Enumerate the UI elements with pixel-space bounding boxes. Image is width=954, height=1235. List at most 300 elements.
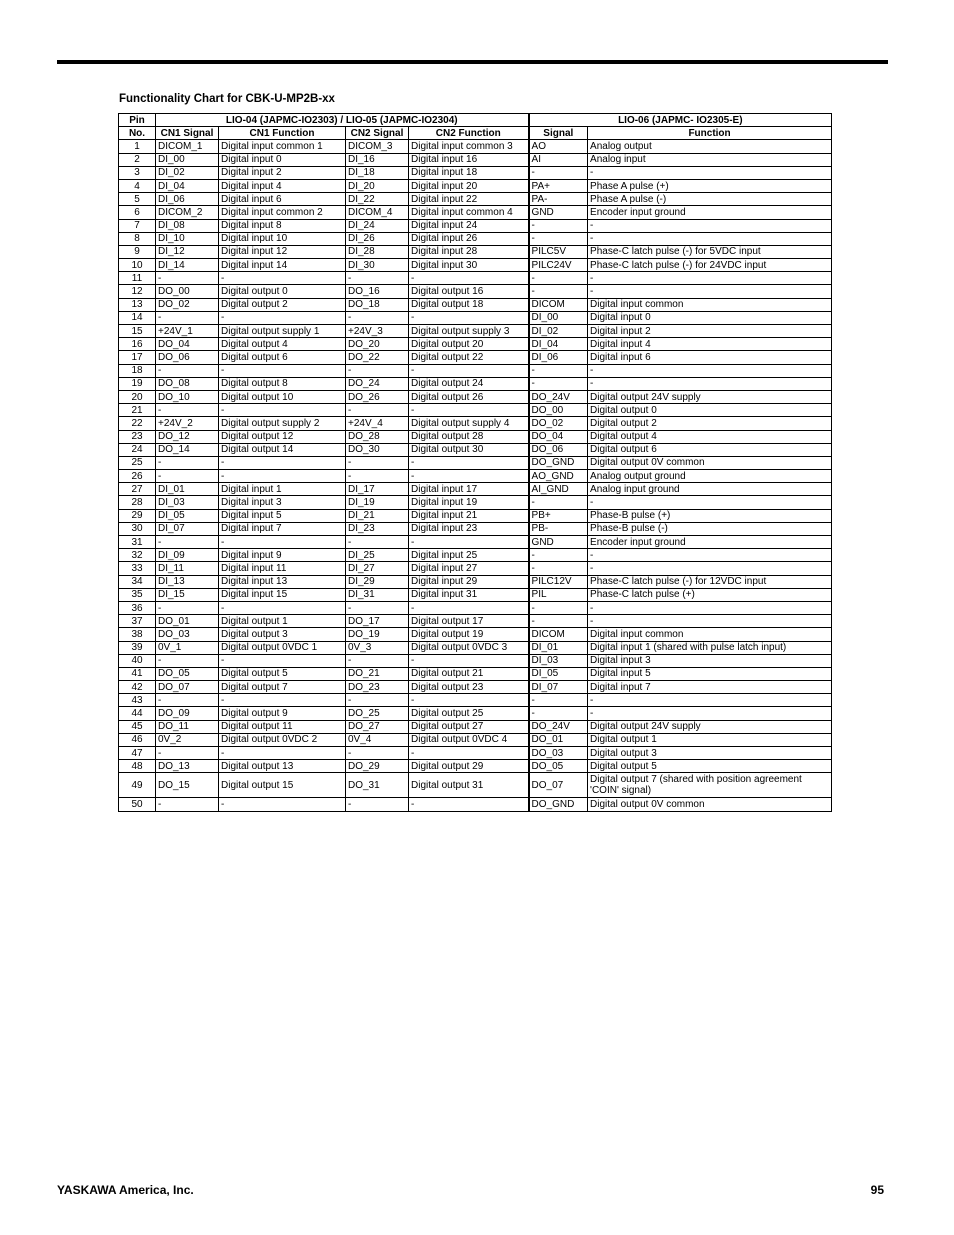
cell-cn2-function: Digital input 18	[409, 166, 529, 179]
cell-pin: 37	[119, 615, 156, 628]
cell-cn1-signal: DI_01	[156, 483, 219, 496]
cell-signal: DO_01	[529, 733, 588, 746]
cell-cn1-function: Digital output 12	[219, 430, 346, 443]
cell-cn1-signal: DI_03	[156, 496, 219, 509]
cell-cn1-signal: DO_04	[156, 338, 219, 351]
table-row	[119, 456, 832, 469]
cell-cn2-function: Digital output 27	[409, 720, 529, 733]
cell-cn2-function: -	[409, 694, 529, 707]
cell-signal: AO	[529, 140, 588, 153]
cell-cn1-function: Digital input common 1	[219, 140, 346, 153]
cell-cn1-function: -	[219, 311, 346, 324]
cell-signal: DICOM	[529, 298, 588, 311]
table-row	[119, 298, 832, 311]
cell-signal: DO_05	[529, 760, 588, 773]
cell-cn2-function: Digital input 29	[409, 575, 529, 588]
cell-cn2-signal: DO_18	[346, 298, 409, 311]
cell-cn1-signal: DI_15	[156, 588, 219, 601]
header-function: Function	[588, 127, 832, 140]
cell-signal: DO_04	[529, 430, 588, 443]
cell-function: Digital output 0V common	[588, 456, 832, 469]
cell-cn2-function: Digital output 30	[409, 443, 529, 456]
top-rule	[57, 60, 888, 64]
cell-cn2-signal: DO_25	[346, 707, 409, 720]
cell-cn2-signal: DI_19	[346, 496, 409, 509]
cell-cn1-signal: DO_09	[156, 707, 219, 720]
cell-cn2-signal: DI_24	[346, 219, 409, 232]
cell-pin: 46	[119, 733, 156, 746]
cell-cn1-signal: -	[156, 470, 219, 483]
table-row	[119, 694, 832, 707]
cell-cn2-signal: -	[346, 536, 409, 549]
table-row	[119, 219, 832, 232]
cell-pin: 21	[119, 404, 156, 417]
cell-cn2-function: Digital input 21	[409, 509, 529, 522]
cell-function: -	[588, 219, 832, 232]
cell-cn1-function: Digital input 4	[219, 179, 346, 192]
cell-cn1-signal: +24V_2	[156, 417, 219, 430]
table-row	[119, 390, 832, 403]
cell-cn1-function: Digital input 6	[219, 193, 346, 206]
cell-function: Digital output 3	[588, 747, 832, 760]
cell-cn2-signal: DI_27	[346, 562, 409, 575]
cell-cn2-function: Digital input 22	[409, 193, 529, 206]
cell-signal: -	[529, 496, 588, 509]
table-body	[119, 140, 832, 811]
cell-cn2-function: Digital input 19	[409, 496, 529, 509]
cell-cn2-signal: DO_24	[346, 377, 409, 390]
cell-cn2-function: Digital output 29	[409, 760, 529, 773]
cell-pin: 31	[119, 536, 156, 549]
cell-cn2-function: Digital input 30	[409, 259, 529, 272]
table-row	[119, 707, 832, 720]
cell-cn1-signal: +24V_1	[156, 325, 219, 338]
cell-cn2-function: Digital output 16	[409, 285, 529, 298]
cell-cn1-signal: DO_15	[156, 773, 219, 798]
cell-cn2-function: Digital input 23	[409, 522, 529, 535]
table-row	[119, 628, 832, 641]
table-row	[119, 562, 832, 575]
cell-cn2-function: Digital input common 4	[409, 206, 529, 219]
cell-cn1-function: Digital output 1	[219, 615, 346, 628]
cell-function: -	[588, 707, 832, 720]
cell-cn2-function: Digital output 31	[409, 773, 529, 798]
header-row-groups	[119, 114, 832, 127]
cell-signal: DI_02	[529, 325, 588, 338]
cell-cn1-function: Digital output 11	[219, 720, 346, 733]
cell-signal: PILC12V	[529, 575, 588, 588]
table-row	[119, 404, 832, 417]
cell-function: -	[588, 232, 832, 245]
cell-function: Phase A pulse (+)	[588, 179, 832, 192]
cell-cn1-signal: DI_13	[156, 575, 219, 588]
cell-cn2-signal: DI_20	[346, 179, 409, 192]
cell-cn2-function: -	[409, 311, 529, 324]
table-row	[119, 232, 832, 245]
cell-function: Encoder input ground	[588, 536, 832, 549]
cell-cn1-signal: DO_03	[156, 628, 219, 641]
cell-cn2-function: Digital input 31	[409, 588, 529, 601]
header-group-lio04-lio05: LIO-04 (JAPMC-IO2303) / LIO-05 (JAPMC-IO2304)	[156, 114, 529, 127]
cell-function: Phase-C latch pulse (-) for 24VDC input	[588, 259, 832, 272]
cell-pin: 33	[119, 562, 156, 575]
table-row	[119, 338, 832, 351]
cell-cn2-signal: -	[346, 470, 409, 483]
cell-function: Digital input 7	[588, 681, 832, 694]
footer-company: YASKAWA America, Inc.	[57, 1183, 194, 1197]
cell-cn1-function: Digital input 1	[219, 483, 346, 496]
cell-cn2-signal: DO_22	[346, 351, 409, 364]
cell-signal: -	[529, 272, 588, 285]
cell-pin: 29	[119, 509, 156, 522]
cell-cn1-function: Digital input 8	[219, 219, 346, 232]
cell-cn2-function: -	[409, 601, 529, 614]
cell-cn1-function: Digital input 11	[219, 562, 346, 575]
header-row-columns	[119, 127, 832, 140]
cell-cn2-function: Digital input 16	[409, 153, 529, 166]
cell-function: -	[588, 496, 832, 509]
cell-signal: -	[529, 364, 588, 377]
table-row	[119, 285, 832, 298]
table-row	[119, 509, 832, 522]
table-row	[119, 601, 832, 614]
cell-cn1-function: Digital output 9	[219, 707, 346, 720]
cell-cn2-signal: DI_25	[346, 549, 409, 562]
cell-signal: DI_03	[529, 654, 588, 667]
cell-pin: 32	[119, 549, 156, 562]
cell-pin: 26	[119, 470, 156, 483]
cell-cn1-signal: DO_14	[156, 443, 219, 456]
cell-cn2-signal: DI_23	[346, 522, 409, 535]
cell-function: -	[588, 377, 832, 390]
cell-pin: 20	[119, 390, 156, 403]
cell-cn1-function: Digital input 13	[219, 575, 346, 588]
cell-cn1-function: -	[219, 272, 346, 285]
table-row	[119, 747, 832, 760]
cell-function: Phase-B pulse (-)	[588, 522, 832, 535]
cell-cn2-function: Digital output 18	[409, 298, 529, 311]
cell-function: Phase-B pulse (+)	[588, 509, 832, 522]
cell-cn2-function: Digital input 20	[409, 179, 529, 192]
cell-cn1-function: Digital output 0VDC 2	[219, 733, 346, 746]
cell-cn1-signal: DO_05	[156, 667, 219, 680]
table-row	[119, 430, 832, 443]
table-row	[119, 588, 832, 601]
cell-cn2-function: -	[409, 272, 529, 285]
cell-cn2-function: -	[409, 364, 529, 377]
cell-function: Analog input ground	[588, 483, 832, 496]
header-cn2-signal: CN2 Signal	[346, 127, 409, 140]
cell-cn1-function: Digital output 15	[219, 773, 346, 798]
cell-cn2-function: Digital output supply 3	[409, 325, 529, 338]
cell-cn1-function: Digital input 15	[219, 588, 346, 601]
table-row	[119, 193, 832, 206]
cell-cn1-signal: DO_08	[156, 377, 219, 390]
cell-cn1-signal: DO_06	[156, 351, 219, 364]
cell-signal: AO_GND	[529, 470, 588, 483]
cell-cn2-function: -	[409, 470, 529, 483]
cell-signal: -	[529, 377, 588, 390]
cell-cn1-function: -	[219, 364, 346, 377]
table-row	[119, 364, 832, 377]
cell-signal: -	[529, 285, 588, 298]
cell-function: Phase-C latch pulse (-) for 12VDC input	[588, 575, 832, 588]
cell-function: Digital input 4	[588, 338, 832, 351]
cell-cn1-signal: DI_00	[156, 153, 219, 166]
cell-pin: 34	[119, 575, 156, 588]
cell-cn1-signal: DI_10	[156, 232, 219, 245]
cell-signal: GND	[529, 206, 588, 219]
table-row	[119, 206, 832, 219]
header-cn2-function: CN2 Function	[409, 127, 529, 140]
header-cn1-function: CN1 Function	[219, 127, 346, 140]
cell-cn2-signal: +24V_3	[346, 325, 409, 338]
cell-pin: 12	[119, 285, 156, 298]
cell-cn2-function: Digital output 0VDC 3	[409, 641, 529, 654]
cell-pin: 6	[119, 206, 156, 219]
cell-pin: 2	[119, 153, 156, 166]
table-row	[119, 641, 832, 654]
cell-cn2-function: Digital output 24	[409, 377, 529, 390]
cell-signal: -	[529, 615, 588, 628]
cell-signal: DO_24V	[529, 720, 588, 733]
cell-cn1-signal: DI_02	[156, 166, 219, 179]
cell-cn1-signal: DO_13	[156, 760, 219, 773]
cell-function: Digital output 24V supply	[588, 390, 832, 403]
cell-signal: -	[529, 707, 588, 720]
cell-signal: DI_04	[529, 338, 588, 351]
cell-cn2-function: Digital input 17	[409, 483, 529, 496]
cell-cn1-function: Digital input 3	[219, 496, 346, 509]
table-row	[119, 773, 832, 798]
cell-function: Digital output 0	[588, 404, 832, 417]
cell-function: Phase A pulse (-)	[588, 193, 832, 206]
cell-cn2-signal: DICOM_4	[346, 206, 409, 219]
cell-cn2-function: Digital output 23	[409, 681, 529, 694]
cell-cn1-function: Digital input 2	[219, 166, 346, 179]
cell-cn1-function: Digital input common 2	[219, 206, 346, 219]
cell-pin: 45	[119, 720, 156, 733]
cell-cn2-function: Digital output 21	[409, 667, 529, 680]
table-row	[119, 575, 832, 588]
cell-cn2-signal: DI_26	[346, 232, 409, 245]
cell-cn2-function: Digital output 0VDC 4	[409, 733, 529, 746]
cell-signal: PILC5V	[529, 245, 588, 258]
cell-cn1-function: Digital output 2	[219, 298, 346, 311]
cell-cn1-signal: DO_02	[156, 298, 219, 311]
cell-cn1-signal: DO_11	[156, 720, 219, 733]
header-pin-no: No.	[119, 127, 156, 140]
header-cn1-signal: CN1 Signal	[156, 127, 219, 140]
cell-cn1-signal: DI_12	[156, 245, 219, 258]
cell-pin: 17	[119, 351, 156, 364]
cell-cn2-signal: -	[346, 601, 409, 614]
cell-function: Digital output 7 (shared with position agreement 'COIN' signal)	[588, 773, 832, 798]
cell-signal: PB+	[529, 509, 588, 522]
cell-cn2-function: Digital input 26	[409, 232, 529, 245]
cell-pin: 9	[119, 245, 156, 258]
cell-cn2-signal: 0V_4	[346, 733, 409, 746]
cell-cn1-function: Digital output 6	[219, 351, 346, 364]
cell-pin: 25	[119, 456, 156, 469]
cell-cn1-function: -	[219, 798, 346, 811]
cell-cn2-signal: DI_30	[346, 259, 409, 272]
cell-cn2-function: Digital output 17	[409, 615, 529, 628]
cell-pin: 35	[119, 588, 156, 601]
cell-pin: 22	[119, 417, 156, 430]
footer-page-number: 95	[870, 1183, 884, 1197]
cell-cn2-signal: DO_19	[346, 628, 409, 641]
cell-cn1-signal: -	[156, 601, 219, 614]
cell-function: Digital input 0	[588, 311, 832, 324]
table-row	[119, 496, 832, 509]
cell-cn1-signal: DI_05	[156, 509, 219, 522]
cell-function: Digital output 1	[588, 733, 832, 746]
cell-cn1-signal: DICOM_2	[156, 206, 219, 219]
cell-function: -	[588, 694, 832, 707]
cell-cn1-signal: DO_00	[156, 285, 219, 298]
cell-cn2-signal: -	[346, 404, 409, 417]
cell-cn1-function: Digital output 8	[219, 377, 346, 390]
cell-signal: GND	[529, 536, 588, 549]
cell-cn1-function: -	[219, 601, 346, 614]
table-row	[119, 681, 832, 694]
cell-cn1-function: Digital output 0	[219, 285, 346, 298]
cell-cn2-signal: DI_28	[346, 245, 409, 258]
cell-cn2-signal: -	[346, 456, 409, 469]
cell-pin: 44	[119, 707, 156, 720]
cell-pin: 8	[119, 232, 156, 245]
cell-function: Digital input 2	[588, 325, 832, 338]
cell-pin: 42	[119, 681, 156, 694]
cell-cn1-signal: -	[156, 654, 219, 667]
cell-function: Phase-C latch pulse (+)	[588, 588, 832, 601]
cell-cn2-signal: DI_31	[346, 588, 409, 601]
cell-cn2-function: Digital output 20	[409, 338, 529, 351]
cell-cn2-signal: DO_17	[346, 615, 409, 628]
cell-cn2-signal: DI_22	[346, 193, 409, 206]
cell-signal: -	[529, 601, 588, 614]
cell-cn1-function: Digital input 14	[219, 259, 346, 272]
cell-cn2-signal: DO_31	[346, 773, 409, 798]
cell-cn1-signal: DI_06	[156, 193, 219, 206]
cell-cn1-function: -	[219, 654, 346, 667]
cell-signal: -	[529, 219, 588, 232]
cell-function: Digital output 0V common	[588, 798, 832, 811]
cell-cn2-signal: DI_29	[346, 575, 409, 588]
cell-cn1-signal: DO_07	[156, 681, 219, 694]
cell-cn2-signal: DICOM_3	[346, 140, 409, 153]
cell-cn1-signal: -	[156, 364, 219, 377]
cell-cn1-function: Digital output 3	[219, 628, 346, 641]
cell-pin: 30	[119, 522, 156, 535]
cell-function: -	[588, 272, 832, 285]
cell-pin: 40	[119, 654, 156, 667]
cell-function: Digital output 6	[588, 443, 832, 456]
cell-cn1-signal: DI_14	[156, 259, 219, 272]
cell-cn1-signal: -	[156, 536, 219, 549]
cell-pin: 4	[119, 179, 156, 192]
cell-signal: PA+	[529, 179, 588, 192]
table-row	[119, 140, 832, 153]
cell-pin: 14	[119, 311, 156, 324]
cell-function: Digital input 5	[588, 667, 832, 680]
table-row	[119, 522, 832, 535]
cell-function: -	[588, 562, 832, 575]
cell-cn1-signal: DO_01	[156, 615, 219, 628]
cell-function: Analog output ground	[588, 470, 832, 483]
cell-cn2-signal: -	[346, 311, 409, 324]
cell-cn2-function: -	[409, 654, 529, 667]
cell-cn1-signal: DI_11	[156, 562, 219, 575]
header-group-lio06: LIO-06 (JAPMC- IO2305-E)	[529, 114, 832, 127]
cell-function: -	[588, 364, 832, 377]
cell-cn1-function: -	[219, 747, 346, 760]
cell-cn1-signal: DICOM_1	[156, 140, 219, 153]
cell-cn2-function: -	[409, 536, 529, 549]
cell-cn1-signal: DO_10	[156, 390, 219, 403]
cell-cn1-signal: -	[156, 272, 219, 285]
cell-pin: 11	[119, 272, 156, 285]
cell-cn1-function: Digital input 10	[219, 232, 346, 245]
cell-cn1-function: Digital output supply 1	[219, 325, 346, 338]
cell-function: -	[588, 549, 832, 562]
cell-cn2-function: -	[409, 798, 529, 811]
cell-cn1-signal: DI_09	[156, 549, 219, 562]
cell-function: Analog output	[588, 140, 832, 153]
cell-cn2-signal: DO_30	[346, 443, 409, 456]
functionality-table	[118, 113, 832, 812]
cell-signal: PA-	[529, 193, 588, 206]
cell-cn1-function: Digital input 12	[219, 245, 346, 258]
table-row	[119, 377, 832, 390]
cell-cn2-function: Digital input 24	[409, 219, 529, 232]
cell-pin: 43	[119, 694, 156, 707]
cell-cn2-signal: -	[346, 694, 409, 707]
cell-cn1-function: Digital input 7	[219, 522, 346, 535]
header-signal: Signal	[529, 127, 588, 140]
cell-function: Digital input common	[588, 298, 832, 311]
cell-cn2-signal: DO_16	[346, 285, 409, 298]
cell-cn1-function: -	[219, 456, 346, 469]
cell-cn2-signal: DO_23	[346, 681, 409, 694]
cell-pin: 50	[119, 798, 156, 811]
cell-pin: 38	[119, 628, 156, 641]
cell-cn1-function: -	[219, 404, 346, 417]
cell-cn2-function: Digital output 22	[409, 351, 529, 364]
cell-cn2-function: Digital input 27	[409, 562, 529, 575]
cell-function: Digital input 3	[588, 654, 832, 667]
cell-function: Encoder input ground	[588, 206, 832, 219]
cell-pin: 5	[119, 193, 156, 206]
cell-cn1-signal: -	[156, 404, 219, 417]
table-row	[119, 760, 832, 773]
table-row	[119, 272, 832, 285]
cell-cn1-signal: -	[156, 694, 219, 707]
cell-signal: DO_24V	[529, 390, 588, 403]
table-row	[119, 259, 832, 272]
cell-cn1-function: Digital output 5	[219, 667, 346, 680]
cell-signal: -	[529, 694, 588, 707]
cell-cn1-function: -	[219, 694, 346, 707]
cell-cn1-signal: -	[156, 456, 219, 469]
cell-cn2-signal: DO_29	[346, 760, 409, 773]
cell-cn1-signal: -	[156, 798, 219, 811]
cell-cn1-signal: 0V_2	[156, 733, 219, 746]
cell-function: Digital output 5	[588, 760, 832, 773]
table-row	[119, 417, 832, 430]
table-row	[119, 536, 832, 549]
